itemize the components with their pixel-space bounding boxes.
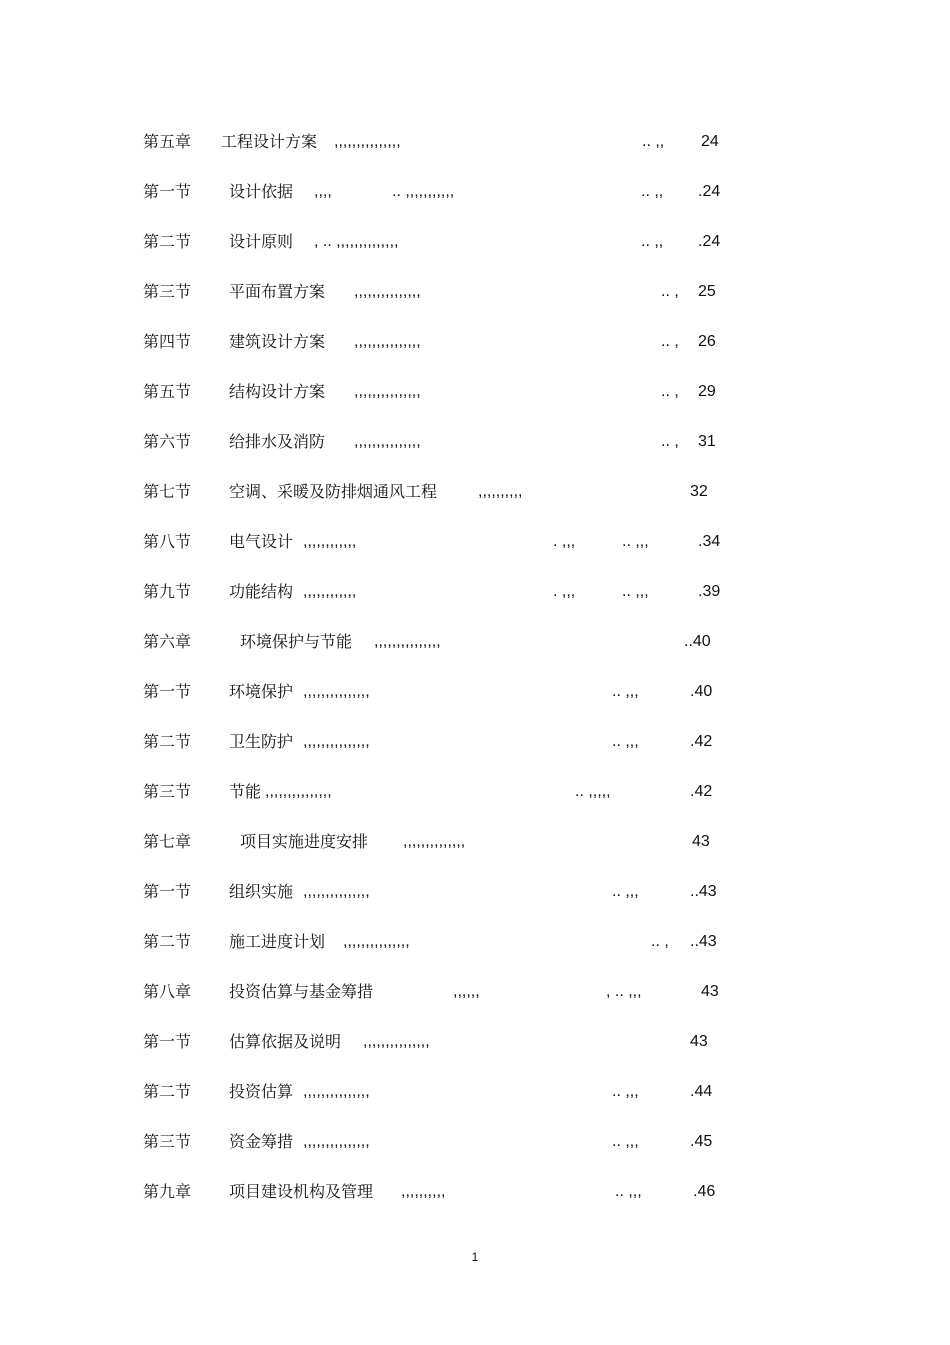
toc-page-number: ..40 — [684, 633, 711, 650]
toc-page-number: 29 — [698, 383, 716, 400]
toc-title: 工程设计方案 — [221, 132, 318, 151]
toc-leader: ,,,,,,,,,,,,,,, — [354, 383, 421, 400]
toc-label: 第九节 — [143, 582, 192, 601]
toc-leader-end: .. , — [661, 283, 679, 300]
toc-entry — [0, 980, 950, 1004]
toc-page-number: 43 — [701, 983, 719, 1000]
toc-entry — [0, 180, 950, 204]
toc-entry — [0, 930, 950, 954]
toc-title: 电气设计 — [229, 532, 294, 551]
toc-label: 第九章 — [143, 1182, 192, 1201]
toc-entry — [0, 280, 950, 304]
toc-label: 第六章 — [143, 632, 192, 651]
toc-title: 施工进度计划 — [229, 932, 326, 951]
toc-label: 第五节 — [143, 382, 192, 401]
toc-entry — [0, 380, 950, 404]
toc-entry — [0, 230, 950, 254]
toc-page-number: 25 — [698, 283, 716, 300]
toc-leader: ,,,,,,,,,,,,,,, — [334, 133, 401, 150]
toc-leader-end: .. , — [661, 383, 679, 400]
toc-leader: ,,,,,, — [453, 983, 480, 1000]
toc-entry — [0, 530, 950, 554]
toc-leader: ,,,,,,,,,,,,,,, — [354, 283, 421, 300]
toc-leader: ,,,,,,,,,,,,,,, — [265, 783, 332, 800]
toc-leader: ,,,,,,,,,,,,,,, — [303, 1083, 370, 1100]
toc-leader-mid: . ,,, — [553, 583, 576, 600]
toc-page-number: 26 — [698, 333, 716, 350]
toc-page-number: .46 — [693, 1183, 716, 1200]
toc-leader: ,,,,,,,,,,,,,,, — [354, 433, 421, 450]
toc-leader-end: , .. ,,, — [606, 983, 642, 1000]
toc-label: 第七节 — [143, 482, 192, 501]
toc-entry — [0, 830, 950, 854]
toc-entry — [0, 1030, 950, 1054]
toc-label: 第八章 — [143, 982, 192, 1001]
toc-leader-end: .. ,,, — [612, 1133, 639, 1150]
toc-entry — [0, 780, 950, 804]
toc-title: 投资估算 — [229, 1082, 294, 1101]
toc-leader: ,,,,,,,,,,,,,,, — [303, 683, 370, 700]
toc-page-number: .40 — [690, 683, 713, 700]
toc-leader: , .. ,,,,,,,,,,,,,, — [314, 233, 399, 250]
toc-leader: ,,,,,,,,,,,, — [303, 533, 357, 550]
toc-leader: ,,,,,,,,,,,,,,, — [354, 333, 421, 350]
toc-title: 节能 — [229, 782, 262, 801]
toc-title: 项目建设机构及管理 — [229, 1182, 374, 1201]
toc-title: 结构设计方案 — [229, 382, 326, 401]
toc-label: 第八节 — [143, 532, 192, 551]
toc-leader: ,,,,,,,,,,,,,,, — [363, 1033, 430, 1050]
toc-page-number: .42 — [690, 733, 713, 750]
toc-title: 环境保护 — [229, 682, 294, 701]
toc-title: 建筑设计方案 — [229, 332, 326, 351]
toc-page-number: .24 — [698, 183, 721, 200]
toc-entry — [0, 580, 950, 604]
toc-label: 第一节 — [143, 182, 192, 201]
toc-label: 第二节 — [143, 932, 192, 951]
toc-leader-end: .. ,,, — [612, 1083, 639, 1100]
toc-page-number: ..43 — [690, 883, 717, 900]
toc-entry — [0, 480, 950, 504]
toc-title: 卫生防护 — [229, 732, 294, 751]
toc-title: 资金筹措 — [229, 1132, 294, 1151]
toc-label: 第一节 — [143, 1032, 192, 1051]
toc-entry — [0, 130, 950, 154]
toc-label: 第五章 — [143, 132, 192, 151]
toc-title: 设计依据 — [229, 182, 294, 201]
toc-leader-end: .. ,,,,, — [575, 783, 611, 800]
toc-leader: ,,,,,,,,,, — [478, 483, 523, 500]
toc-title: 项目实施进度安排 — [240, 832, 369, 851]
toc-leader-mid: . ,,, — [553, 533, 576, 550]
toc-leader: ,,,,,,,,,,,,,, — [403, 833, 466, 850]
toc-page-number: 32 — [690, 483, 708, 500]
toc-page-number: .39 — [698, 583, 721, 600]
toc-title: 平面布置方案 — [229, 282, 326, 301]
toc-title: 组织实施 — [229, 882, 294, 901]
toc-label: 第三节 — [143, 1132, 192, 1151]
toc-leader: ,,,, — [314, 183, 332, 200]
toc-title: 空调、采暖及防排烟通风工程 — [229, 482, 438, 501]
toc-label: 第二节 — [143, 732, 192, 751]
toc-label: 第三节 — [143, 782, 192, 801]
toc-label: 第一节 — [143, 682, 192, 701]
toc-title: 给排水及消防 — [229, 432, 326, 451]
toc-label: 第六节 — [143, 432, 192, 451]
toc-leader-end: .. ,,, — [612, 683, 639, 700]
toc-label: 第二节 — [143, 1082, 192, 1101]
toc-leader: ,,,,,,,,,,,, — [303, 583, 357, 600]
toc-title: 估算依据及说明 — [229, 1032, 342, 1051]
toc-leader: ,,,,,,,,,,,,,,, — [303, 883, 370, 900]
toc-title: 环境保护与节能 — [240, 632, 353, 651]
toc-entry — [0, 680, 950, 704]
toc-label: 第二节 — [143, 232, 192, 251]
toc-leader: ,,,,,,,,,, — [401, 1183, 446, 1200]
toc-leader-mid: .. ,,,,,,,,,,, — [392, 183, 455, 200]
toc-entry — [0, 730, 950, 754]
toc-page-number: .44 — [690, 1083, 713, 1100]
toc-leader-end: .. , — [661, 433, 679, 450]
toc-leader-end: .. ,, — [641, 183, 664, 200]
toc-entry — [0, 1130, 950, 1154]
toc-entry — [0, 330, 950, 354]
toc-leader: ,,,,,,,,,,,,,,, — [303, 1133, 370, 1150]
toc-label: 第七章 — [143, 832, 192, 851]
toc-title: 功能结构 — [229, 582, 294, 601]
toc-page-number: .24 — [698, 233, 721, 250]
toc-page-number: ..43 — [690, 933, 717, 950]
toc-leader-end: .. ,,, — [612, 733, 639, 750]
toc-title: 投资估算与基金筹措 — [229, 982, 374, 1001]
toc-page-number: .34 — [698, 533, 721, 550]
toc-page-number: 43 — [692, 833, 710, 850]
toc-entry — [0, 630, 950, 654]
toc-page-number: .45 — [690, 1133, 713, 1150]
toc-entry — [0, 880, 950, 904]
toc-leader-end: .. ,,, — [622, 583, 649, 600]
toc-page-number: 31 — [698, 433, 716, 450]
toc-title: 设计原则 — [229, 232, 294, 251]
toc-page-number: 43 — [690, 1033, 708, 1050]
toc-label: 第三节 — [143, 282, 192, 301]
toc-leader-end: .. ,, — [642, 133, 665, 150]
toc-entry — [0, 1180, 950, 1204]
toc-leader-end: .. , — [651, 933, 669, 950]
toc-leader: ,,,,,,,,,,,,,,, — [303, 733, 370, 750]
toc-leader-end: .. , — [661, 333, 679, 350]
toc-page-number: .42 — [690, 783, 713, 800]
page-number: 1 — [471, 1250, 479, 1264]
toc-leader-end: .. ,,, — [622, 533, 649, 550]
toc-entry — [0, 1080, 950, 1104]
toc-leader-end: .. ,,, — [612, 883, 639, 900]
toc-label: 第四节 — [143, 332, 192, 351]
toc-entry — [0, 430, 950, 454]
toc-leader: ,,,,,,,,,,,,,,, — [374, 633, 441, 650]
toc-page-number: 24 — [701, 133, 719, 150]
toc-leader-end: .. ,, — [641, 233, 664, 250]
toc-leader-end: .. ,,, — [615, 1183, 642, 1200]
toc-label: 第一节 — [143, 882, 192, 901]
toc-leader: ,,,,,,,,,,,,,,, — [343, 933, 410, 950]
